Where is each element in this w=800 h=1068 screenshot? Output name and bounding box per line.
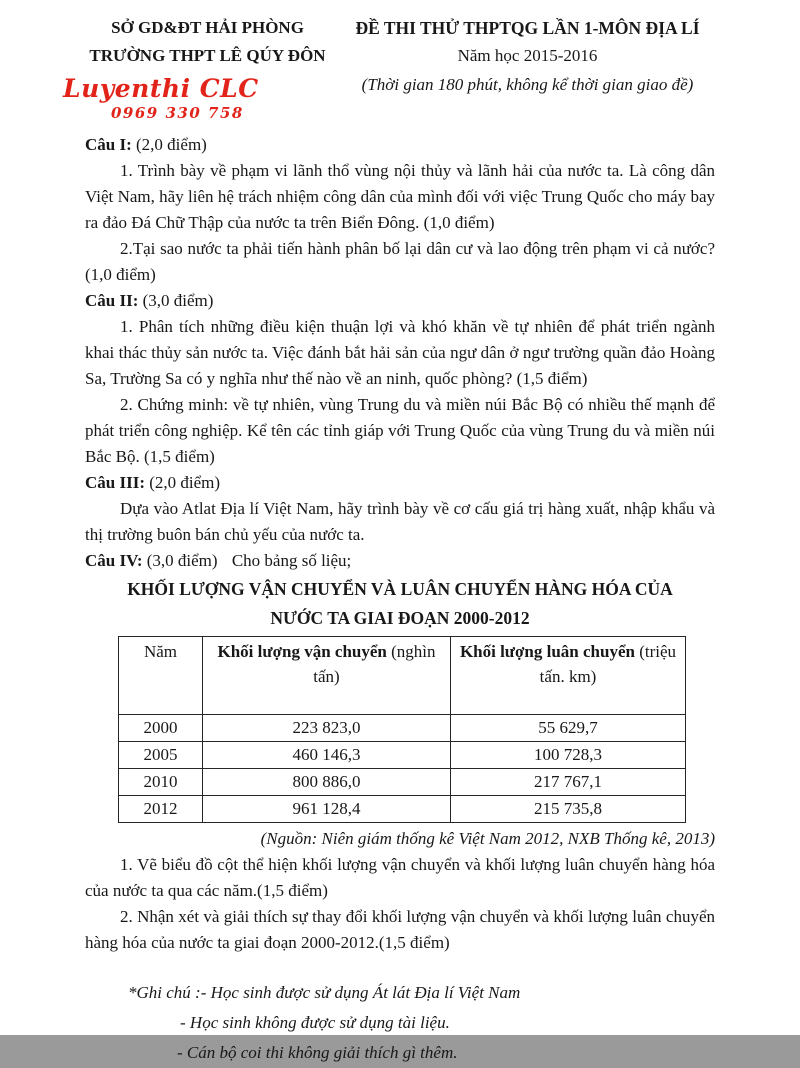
- cell-luan-chuyen: 215 735,8: [451, 796, 686, 823]
- table-header-row: [119, 637, 686, 715]
- duration-note: (Thời gian 180 phút, không kể thời gian giao đề): [361, 75, 694, 94]
- data-table-title: KHỐI LƯỢNG VẬN CHUYỂN VÀ LUÂN CHUYỂN HÀNG HÓA CỦA NƯỚC TA GIAI ĐOẠN 2000-2012: [127, 579, 673, 628]
- question-3-label: Câu III:: [85, 473, 145, 492]
- freight-data-table: [118, 636, 686, 823]
- logo-text: Luyenthi CLC: [63, 74, 259, 103]
- question-4-task-1: 1. Vẽ biểu đồ cột thể hiện khối lượng vận chuyển và khối lượng luân chuyển hàng hóa của nước ta qua các năm.(1,5 điểm): [85, 855, 715, 900]
- question-1-heading: [85, 132, 715, 158]
- cell-van-chuyen: 223 823,0: [203, 715, 451, 742]
- question-1-label: Câu I:: [85, 135, 132, 154]
- cell-van-chuyen: 460 146,3: [203, 742, 451, 769]
- issuer-block: [63, 14, 330, 122]
- cell-year: 2000: [119, 715, 203, 742]
- question-2-item-2: 2. Chứng minh: về tự nhiên, vùng Trung du và miền núi Bắc Bộ có nhiều thế mạnh để phát triển công nghiệp. Kể tên các tỉnh giáp với Trung Quốc của vùng Trung du và miền núi Bắc Bộ. (1,5 điểm): [85, 395, 715, 466]
- department-name: SỞ GD&ĐT HẢI PHÒNG: [111, 18, 304, 37]
- cell-van-chuyen: 800 886,0: [203, 769, 451, 796]
- question-3-heading: [85, 470, 715, 496]
- cell-year: 2012: [119, 796, 203, 823]
- footnote-proctor: - Cán bộ coi thi không giải thích gì thêm.: [177, 1043, 458, 1062]
- footnotes: [85, 978, 715, 1068]
- col-header-luan-chuyen: [451, 637, 686, 715]
- col-header-luan-chuyen-name: Khối lượng luân chuyển: [459, 642, 635, 661]
- table-source-note: (Nguồn: Niên giám thống kê Việt Nam 2012, NXB Thống kê, 2013): [260, 829, 715, 848]
- question-1-points: (2,0 điểm): [136, 135, 207, 154]
- question-3-points: (2,0 điểm): [149, 473, 221, 492]
- school-name: TRƯỜNG THPT LÊ QÚY ĐÔN: [89, 46, 326, 65]
- question-1-item-1: 1. Trình bày về phạm vi lãnh thổ vùng nội thủy và lãnh hải của nước ta. Là công dân Việt Nam, hãy liên hệ trách nhiệm công dân của mình đối với việc Trung Quốc cho máy bay ra đảo Đá Chữ Thập của nước ta trên Biển Đông. (1,0 điểm): [85, 161, 715, 232]
- cell-luan-chuyen: 55 629,7: [451, 715, 686, 742]
- table-row: [119, 742, 686, 769]
- question-3-item-1: Dựa vào Atlat Địa lí Việt Nam, hãy trình bày về cơ cấu giá trị hàng xuất, nhập khẩu và thị trường buôn bán chủ yếu của nước ta.: [85, 499, 715, 544]
- question-1-item-2: 2.Tại sao nước ta phải tiến hành phân bố lại dân cư và lao động trên phạm vi cả nước? (1,0 điểm): [85, 239, 715, 284]
- col-header-van-chuyen: [203, 637, 451, 715]
- col-header-van-chuyen-unit: (nghìn tấn): [313, 642, 436, 686]
- document-header: [63, 14, 715, 122]
- cell-year: 2005: [119, 742, 203, 769]
- cell-luan-chuyen: 100 728,3: [451, 742, 686, 769]
- question-4-task-2: 2. Nhận xét và giải thích sự thay đổi khối lượng vận chuyển và khối lượng luân chuyển hàng hóa của nước ta giai đoạn 2000-2012.(1,5 điểm): [85, 907, 715, 952]
- exam-body: [85, 132, 715, 1068]
- school-year: Năm học 2015-2016: [457, 46, 598, 65]
- question-4-label: Câu IV:: [85, 551, 143, 570]
- footnote-no-materials: - Học sinh không được sử dụng tài liệu.: [180, 1013, 450, 1032]
- question-4-intro: Cho bảng số liệu;: [231, 551, 352, 570]
- col-header-luan-chuyen-unit: (triệu tấn. km): [539, 642, 677, 686]
- exam-title: ĐỀ THI THỬ THPTQG LẦN 1-MÔN ĐỊA LÍ: [355, 18, 700, 38]
- cell-year: 2010: [119, 769, 203, 796]
- exam-title-block: [330, 14, 715, 122]
- question-2-label: Câu II:: [85, 291, 139, 310]
- question-2-item-1: 1. Phân tích những điều kiện thuận lợi và khó khăn về tự nhiên để phát triển ngành khai thác thủy sản nước ta. Việc đánh bắt hải sản của ngư dân ở ngư trường quần đảo Hoàng Sa, Trường Sa có y nghĩa như thế nào về an ninh, quốc phòng? (1,5 điểm): [85, 317, 715, 388]
- luyenthi-clc-logo: [63, 74, 330, 122]
- question-2-heading: [85, 288, 715, 314]
- footnote-atlas-allowed: *Ghi chú :- Học sinh được sử dụng Át lát Địa lí Việt Nam: [128, 983, 521, 1002]
- question-4-points: (3,0 điểm): [146, 551, 218, 570]
- table-row: [119, 796, 686, 823]
- table-row: [119, 769, 686, 796]
- col-header-van-chuyen-name: Khối lượng vận chuyển: [217, 642, 387, 661]
- cell-luan-chuyen: 217 767,1: [451, 769, 686, 796]
- cell-van-chuyen: 961 128,4: [203, 796, 451, 823]
- question-2-points: (3,0 điểm): [142, 291, 214, 310]
- logo-phone-number: 0969 330 758: [111, 104, 244, 122]
- table-row: [119, 715, 686, 742]
- question-4-heading: [85, 548, 715, 574]
- col-header-year: Năm: [119, 637, 203, 715]
